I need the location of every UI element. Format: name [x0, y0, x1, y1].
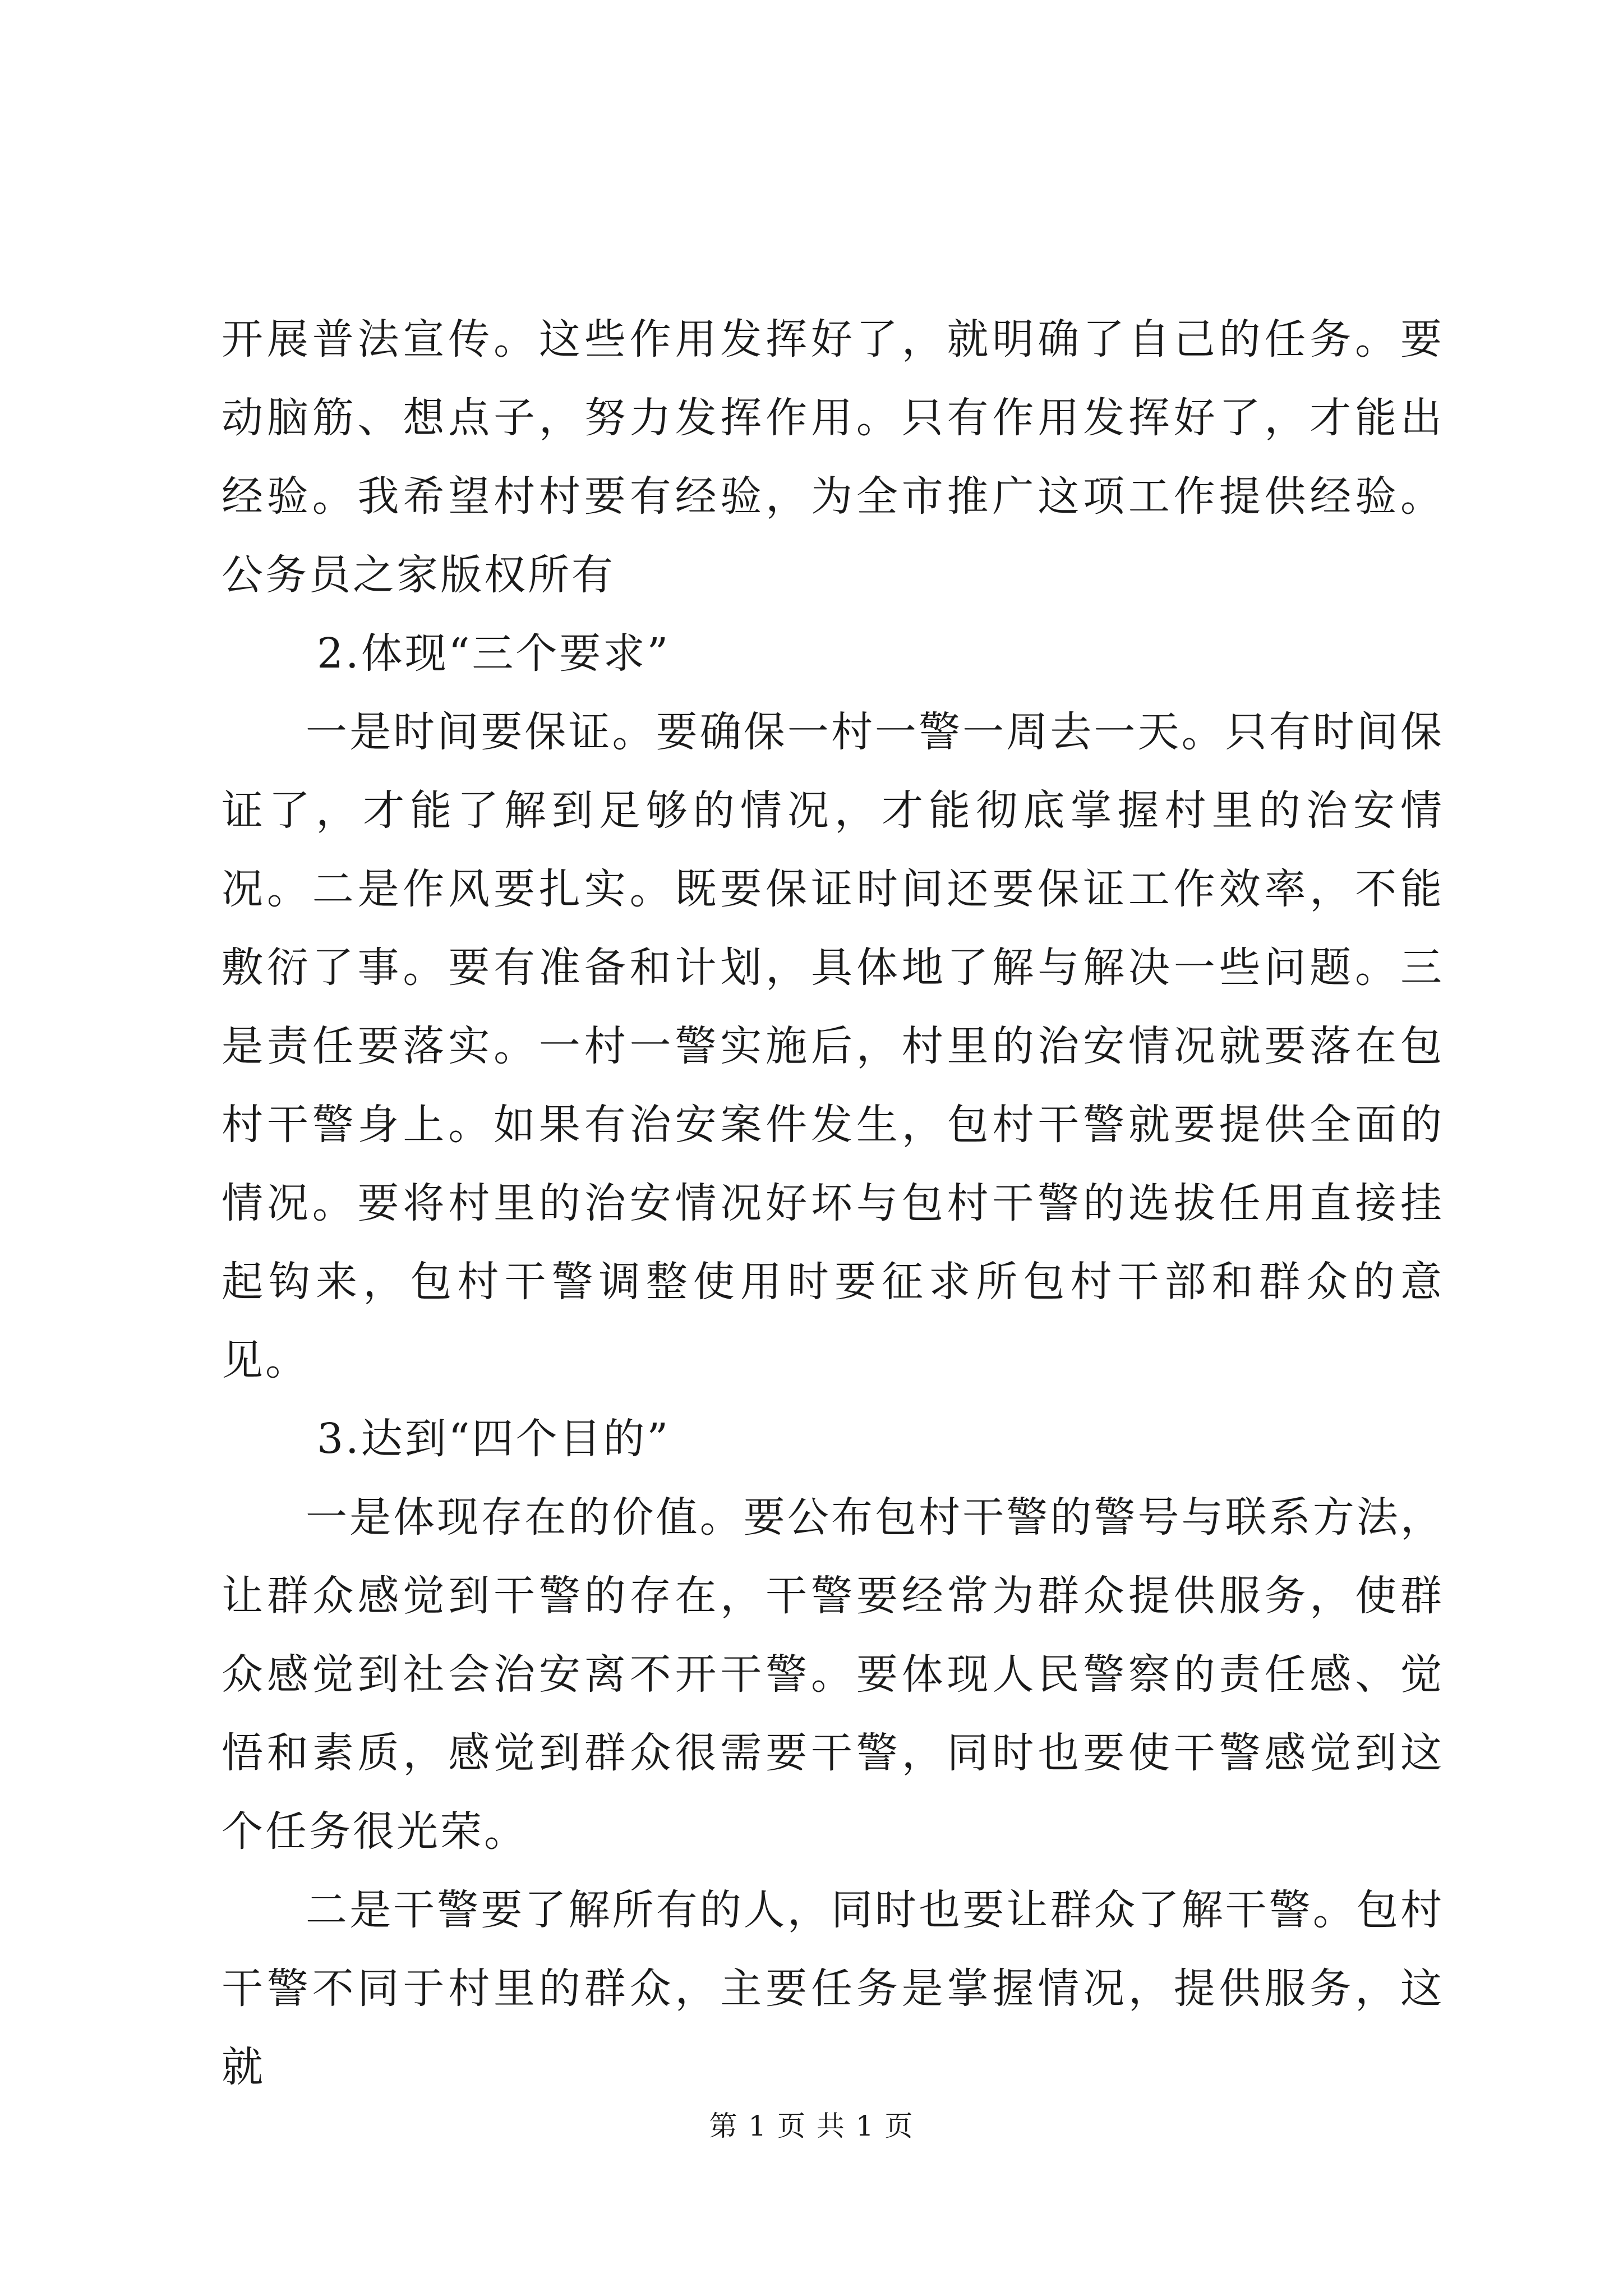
- document-body: [222, 300, 1444, 2106]
- section-heading-four-goals: 3.达到“四个目的”: [317, 1415, 671, 1463]
- section-heading-three-requirements: 2.体现“三个要求”: [317, 629, 671, 678]
- paragraph-goal-one: 一是体现存在的价值。要公布包村干警的警号与联系方法，让群众感觉到干警的存在，干警要经常为群众提供服务，使群众感觉到社会治安离不开干警。要体现人民警察的责任感、觉悟和素质，感觉到群众很需要干警，同时也要使干警感觉到这个任务很光荣。: [222, 1493, 1444, 1856]
- paragraph-requirements: 一是时间要保证。要确保一村一警一周去一天。只有时间保证了，才能了解到足够的情况，才能彻底掌握村里的治安情况。二是作风要扎实。既要保证时间还要保证工作效率，不能敷衍了事。要有准备和计划，具体地了解与解决一些问题。三是责任要落实。一村一警实施后，村里的治安情况就要落在包村干警身上。如果有治安案件发生，包村干警就要提供全面的情况。要将村里的治安情况好坏与包村干警的选拔任用直接挂起钩来，包村干警调整使用时要征求所包村干部和群众的意见。: [222, 708, 1444, 1384]
- paragraph-continuation: 开展普法宣传。这些作用发挥好了，就明确了自己的任务。要动脑筋、想点子，努力发挥作用。只有作用发挥好了，才能出经验。我希望村村要有经验，为全市推广这项工作提供经验。公务员之家版权所有: [222, 315, 1444, 599]
- page-number-footer: 第 1 页 共 1 页: [709, 2110, 914, 2142]
- paragraph-goal-two: 二是干警要了解所有的人，同时也要让群众了解干警。包村干警不同于村里的群众，主要任务是掌握情况，提供服务，这就: [222, 1886, 1444, 2091]
